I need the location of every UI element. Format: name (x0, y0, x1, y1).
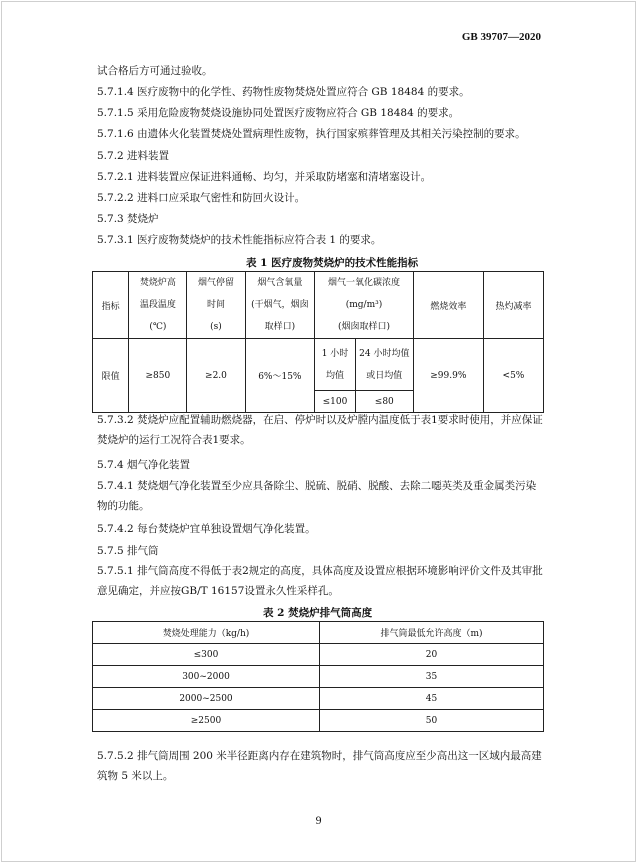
table1-caption: 表 1 医疗废物焚烧炉的技术性能指标 (246, 257, 419, 269)
table1-value-oxygen: 6%～15% (245, 339, 315, 413)
clause-5-7-5-1: 5.7.5.1 排气筒高度不得低于表2规定的高度，具体高度及设置应根据环境影响评价文件及其审批意见确定，并应按GB/T 16157设置永久性采样孔。 (97, 565, 543, 597)
table-row (93, 644, 544, 666)
table1-header-loss: 热灼减率 (483, 272, 543, 339)
table2-height: 20 (320, 644, 544, 666)
clause-5-7-1-4: 5.7.1.4 医疗废物中的化学性、药物性废物焚烧处置应符合 GB 18484 的要求。 (97, 86, 470, 98)
clause-5-7-2-2: 5.7.2.2 进料口应采取气密性和防回火设计。 (97, 192, 306, 204)
table1-co-1h-label: 1 小时 均值 (315, 339, 356, 391)
table2 (92, 621, 544, 732)
table1-value-temp: ≥850 (129, 339, 187, 413)
table1-header-oxygen: 烟气含氧量 (干烟气，烟囱 取样口) (245, 272, 315, 339)
table1-co-24h-label: 24 小时均值 或日均值 (355, 339, 413, 391)
table2-height: 45 (320, 688, 544, 710)
standard-code: GB 39707—2020 (461, 31, 541, 43)
table1-value-time: ≥2.0 (187, 339, 245, 413)
clause-5-7-2-1: 5.7.2.1 进料装置应保证进料通畅、均匀，并采取防堵塞和清堵塞设计。 (97, 171, 432, 183)
clause-5-7-5-2: 5.7.5.2 排气筒周围 200 米半径距离内存在建筑物时，排气筒高度应至少高出这一区域内最高建筑物 5 米以上。 (97, 750, 542, 782)
page-number: 9 (315, 816, 322, 827)
table1-header-time: 烟气停留 时间 (s) (187, 272, 245, 339)
clause-5-7-3-2: 5.7.3.2 焚烧炉应配置辅助燃烧器，在启、停炉时以及炉膛内温度低于表1要求时使用，并应保证焚烧炉的运行工况符合表1要求。 (97, 414, 543, 446)
table1-row-label: 限值 (93, 339, 129, 413)
table2-caption: 表 2 焚烧炉排气筒高度 (263, 607, 373, 619)
table2-height: 50 (320, 710, 544, 732)
table1-header-co: 烟气一氧化碳浓度 (mg/m³) (烟囱取样口) (315, 272, 414, 339)
clause-5-7-3-1: 5.7.3.1 医疗废物焚烧炉的技术性能指标应符合表 1 的要求。 (97, 234, 382, 246)
table1-value-loss: <5% (483, 339, 543, 413)
table2-capacity: 300~2000 (93, 666, 320, 688)
clause-5-7-1-5: 5.7.1.5 采用危险废物焚烧设施协同处置医疗废物应符合 GB 18484 的要求。 (97, 107, 460, 119)
table1-value-co-1h: ≤100 (315, 391, 356, 413)
paragraph: 试合格后方可通过验收。 (97, 65, 213, 77)
table1-header-efficiency: 燃烧效率 (413, 272, 483, 339)
table1-value-efficiency: ≥99.9% (413, 339, 483, 413)
table2-header-height: 排气筒最低允许高度（m) (320, 622, 544, 644)
table2-capacity: ≥2500 (93, 710, 320, 732)
clause-5-7-4-1: 5.7.4.1 焚烧烟气净化装置至少应具备除尘、脱硫、脱硝、脱酸、去除二噁英类及重金属类污染物的功能。 (97, 480, 537, 512)
table1-header-index: 指标 (93, 272, 129, 339)
table-row (93, 688, 544, 710)
section-5-7-3: 5.7.3 焚烧炉 (97, 213, 159, 225)
table2-header-capacity: 焚烧处理能力（kg/h) (93, 622, 320, 644)
clause-5-7-1-6: 5.7.1.6 由遗体火化装置焚烧处置病理性废物，执行国家殡葬管理及其相关污染控制的要求。 (97, 128, 526, 140)
table2-capacity: 2000~2500 (93, 688, 320, 710)
clause-5-7-4-2: 5.7.4.2 每台焚烧炉宜单独设置烟气净化装置。 (97, 523, 316, 535)
table1-value-co-24h: ≤80 (355, 391, 413, 413)
section-5-7-5: 5.7.5 排气筒 (97, 545, 159, 557)
table2-height: 35 (320, 666, 544, 688)
section-5-7-2: 5.7.2 进料装置 (97, 150, 170, 162)
table1-header-temp: 焚烧炉高 温段温度 (℃) (129, 272, 187, 339)
table-row (93, 666, 544, 688)
table2-capacity: ≤300 (93, 644, 320, 666)
table-row (93, 710, 544, 732)
section-5-7-4: 5.7.4 烟气净化装置 (97, 459, 191, 471)
table1 (92, 271, 544, 413)
